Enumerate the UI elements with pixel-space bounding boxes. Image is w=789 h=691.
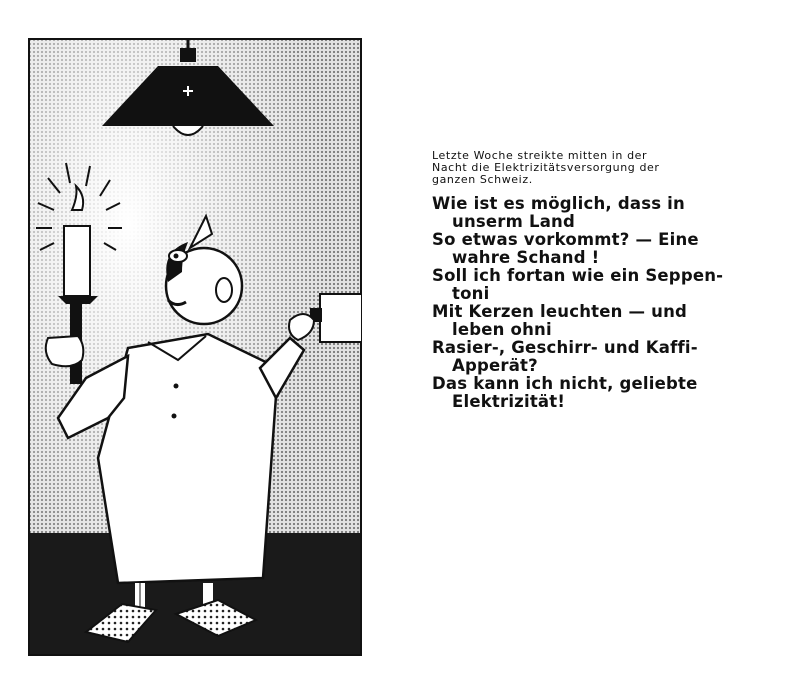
poem-verse <box>432 303 762 339</box>
verse-line: Rasier-, Geschirr- und Kaffi- <box>432 338 698 357</box>
verse-continuation: Elektrizität! <box>452 392 566 411</box>
verse-line: Soll ich fortan wie ein Seppen- <box>432 266 724 285</box>
poem-verse <box>432 195 762 231</box>
verse-line: Wie ist es möglich, dass in <box>432 194 685 213</box>
verse-continuation: wahre Schand ! <box>452 248 600 267</box>
caption-intro <box>432 150 762 186</box>
verse-line: So etwas vorkommt? — Eine <box>432 230 699 249</box>
verse-line: Mit Kerzen leuchten — und <box>432 302 688 321</box>
poem-verse <box>432 339 762 375</box>
poem-verse <box>432 231 762 267</box>
poem-verse <box>432 375 762 411</box>
poem-verses <box>432 195 762 411</box>
poem-verse <box>432 267 762 303</box>
verse-continuation: Apperät? <box>452 356 538 375</box>
verse-line: Das kann ich nicht, geliebte <box>432 374 698 393</box>
intro-line: Letzte Woche streikte mitten in der <box>432 149 648 162</box>
article-text <box>432 150 762 411</box>
verse-continuation: toni <box>452 284 490 303</box>
verse-continuation: leben ohni <box>452 320 552 339</box>
intro-line: ganzen Schweiz. <box>432 173 533 186</box>
intro-line: Nacht die Elektrizitätsversorgung der <box>432 161 660 174</box>
cartoon-illustration <box>28 38 362 656</box>
verse-continuation: unserm Land <box>452 212 575 231</box>
